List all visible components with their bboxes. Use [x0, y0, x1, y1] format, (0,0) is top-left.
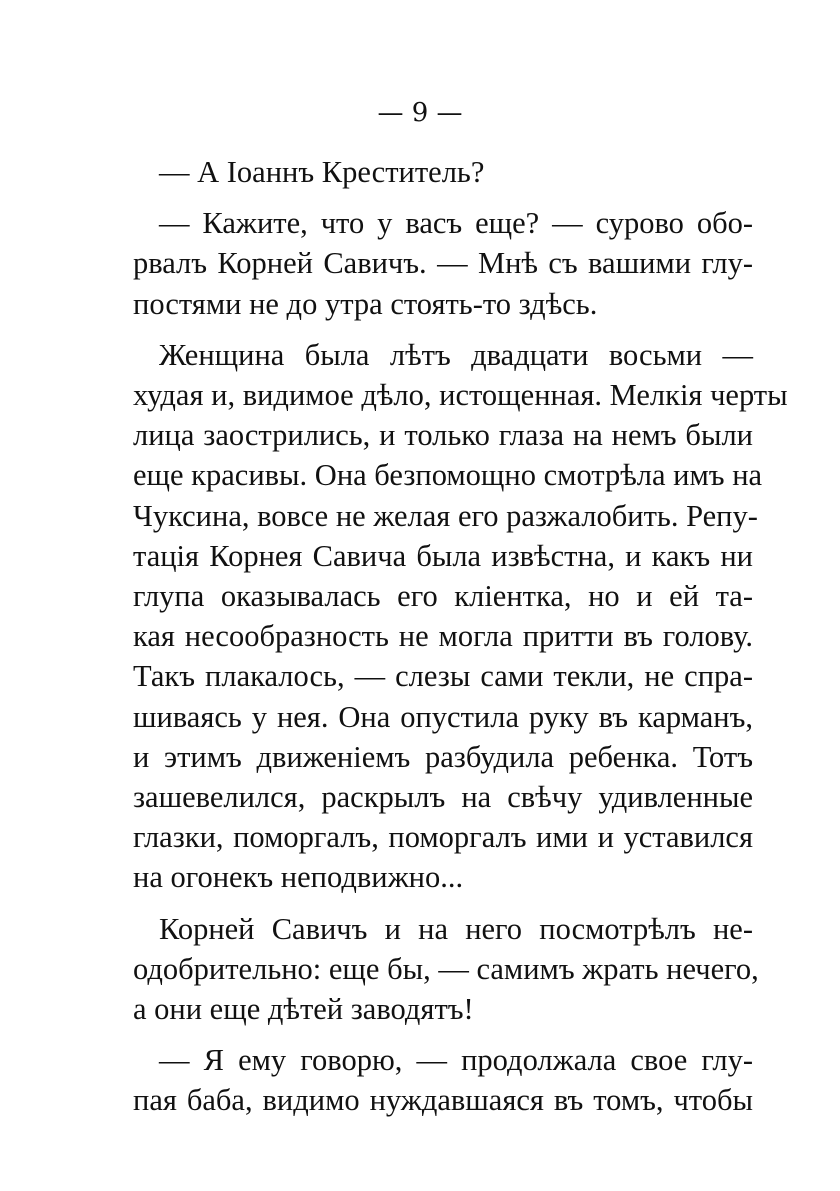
text-line: и этимъ движеніемъ разбудила ребенка. Тотъ: [133, 739, 753, 774]
paragraph: [133, 152, 753, 192]
page-number: — 9 —: [377, 98, 463, 128]
text-line: глазки, поморгалъ, поморгалъ ими и уставился: [133, 820, 753, 855]
text-line: кая несообразность не могла притти въ голову.: [133, 619, 753, 654]
text-line: Женщина была лѣтъ двадцати восьми —: [159, 337, 753, 372]
text-line: — А Іоаннъ Креститель?: [159, 155, 485, 189]
text-line: на огонекъ неподвижно...: [133, 860, 464, 895]
text-line: — Я ему говорю, — продолжала свое глу-: [159, 1043, 753, 1078]
text-line: пая баба, видимо нуждавшаяся въ томъ, чтобы: [133, 1083, 753, 1118]
text-line: Такъ плакалось, — слезы сами текли, не спра-: [133, 659, 753, 694]
body-text: [133, 152, 788, 1121]
text-line: рвалъ Корней Савичъ. — Мнѣ съ вашими глу-: [133, 246, 753, 281]
paragraph: [133, 335, 788, 898]
text-line: худая и, видимое дѣло, истощенная. Мелкія черты: [133, 378, 788, 413]
text-line: Корней Савичъ и на него посмотрѣлъ не-: [159, 911, 753, 946]
text-line: одобрительно: еще бы, — самимъ жрать нечего,: [133, 951, 759, 986]
text-line: а они еще дѣтей заводятъ!: [133, 992, 474, 1027]
text-line: — Кажите, что у васъ еще? — сурово обо-: [159, 206, 753, 241]
text-line: шиваясь у нея. Она опустила руку въ карманъ,: [133, 699, 753, 734]
text-line: постями не до утра стоять-то здѣсь.: [133, 286, 598, 321]
text-line: глупа оказывалась его кліентка, но и ей та-: [133, 579, 753, 614]
paragraph: [133, 909, 759, 1030]
paragraph: [133, 1040, 753, 1120]
text-line: тація Корнея Савича была извѣстна, и какъ ни: [133, 538, 753, 573]
text-line: лица заострились, и только глаза на немъ были: [133, 418, 753, 453]
paragraph: [133, 203, 753, 324]
text-line: еще красивы. Она безпомощно смотрѣла имъ на: [133, 458, 763, 493]
text-line: Чуксина, вовсе не желая его разжалобить. Репу-: [133, 498, 758, 533]
text-line: зашевелился, раскрылъ на свѣчу удивленные: [133, 780, 753, 815]
